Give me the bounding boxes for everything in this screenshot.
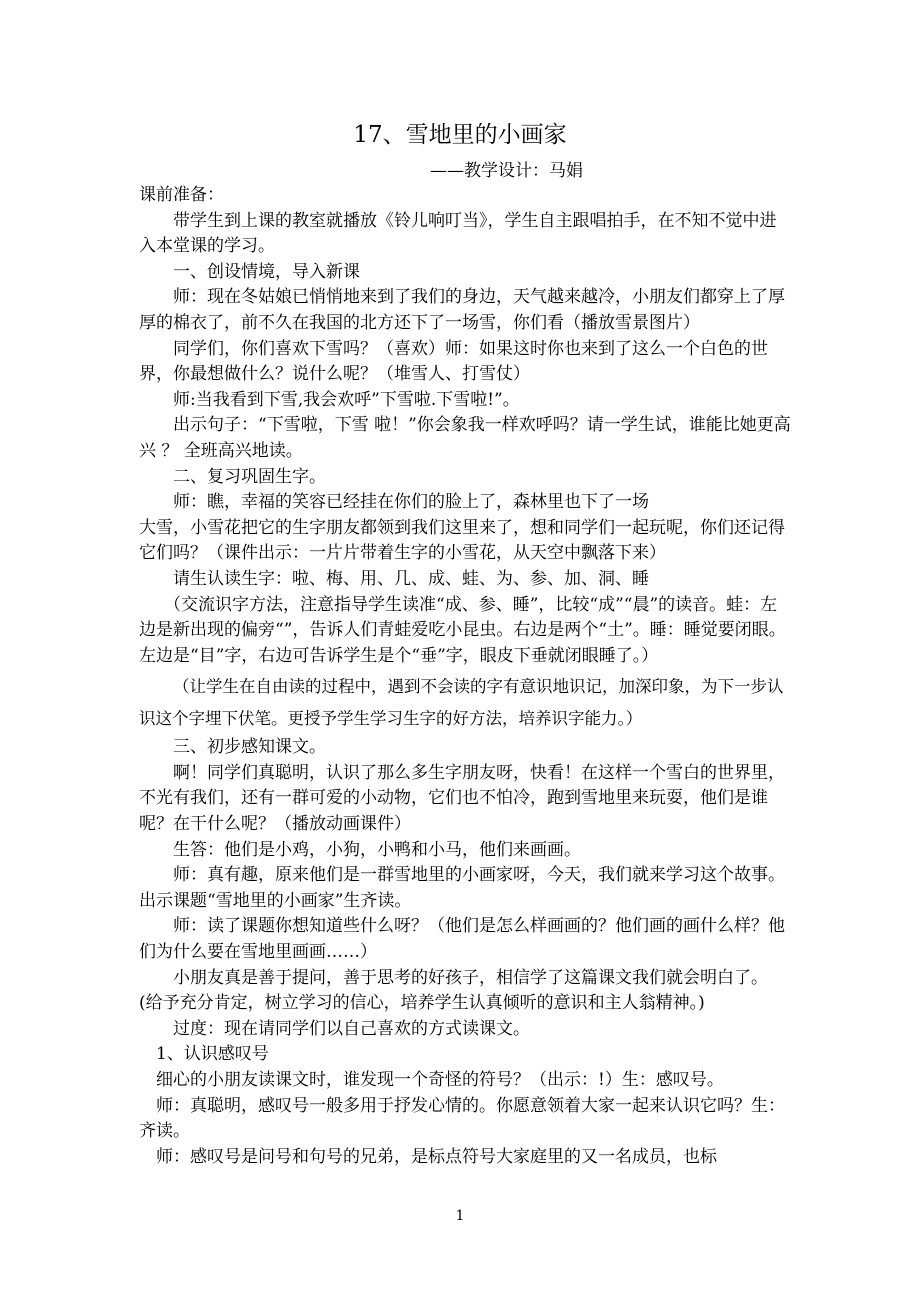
paragraph: 同学们，你们喜欢下雪吗？（喜欢）师：如果这时你也来到了这么一个白色的世界，你最想做什么？说什么呢？（堆雪人、打雪仗）	[139, 338, 768, 385]
document-subtitle: ——教学设计：马娟	[430, 161, 583, 181]
paragraph: （交流识字方法，注意指导学生读准“成、参、睡”，比较“成”“晨”的读音。蛙：左边是新出现的偏旁“”，告诉人们青蛙爱吃小昆虫。右边是两个“土”。睡：睡觉要闭眼。左边是“目”字，右边可告诉学生是个“垂”字，眼皮下垂就闭眼睡了。）	[139, 594, 786, 666]
paragraph: 师:当我看到下雪,我会欢呼”下雪啦.下雪啦!”。	[173, 389, 520, 410]
section-heading: 二、复习巩固生字。	[173, 466, 326, 487]
paragraph: 师：现在冬姑娘已悄悄地来到了我们的身边，天气越来越冷，小朋友们都穿上了厚厚的棉衣了，前不久在我国的北方还下了一场雪，你们看（播放雪景图片）	[139, 287, 785, 333]
paragraph: 生答：他们是小鸡，小狗，小鸭和小马，他们来画画。	[173, 839, 581, 860]
paragraph: 带学生到上课的教室就播放《铃儿响叮当》，学生自主跟唱拍手，在不知不觉中进入本堂课的学习。	[139, 210, 777, 257]
paragraph: 师：真聪明，感叹号一般多用于抒发心情的。你愿意领着大家一起来认识它吗？生：齐读。	[139, 1095, 785, 1142]
section-heading: 一、创设情境，导入新课	[173, 261, 360, 282]
paragraph: 师：瞧，幸福的笑容已经挂在你们的脸上了，森林里也下了一场	[173, 492, 649, 513]
page-number: 1	[455, 1208, 465, 1224]
document-title: 17、雪地里的小画家	[353, 122, 567, 148]
paragraph: 过度：现在请同学们以自己喜欢的方式读课文。	[173, 1018, 530, 1039]
paragraph: 课前准备：	[139, 185, 224, 205]
paragraph: 啊！同学们真聪明，认识了那么多生字朋友呀，快看！在这样一个雪白的世界里，不光有我们，还有一群可爱的小动物，它们也不怕冷，跑到雪地里来玩耍，他们是谁呢？在干什么呢？（播放动画课件）	[139, 762, 785, 835]
paragraph: （让学生在自由读的过程中，遇到不会读的字有意识地识记，加深印象，为下一步认识这个字埋下伏笔。更授予学生学习生字的好方法，培养识字能力。）	[139, 677, 784, 729]
section-heading: 三、初步感知课文。	[173, 737, 326, 758]
paragraph: 大雪，小雪花把它的生字朋友都领到我们这里来了，想和同学们一起玩呢，你们还记得它们吗？（课件出示：一片片带着生字的小雪花，从天空中飘落下来）	[139, 517, 785, 564]
paragraph: 师：真有趣，原来他们是一群雪地里的小画家呀，今天，我们就来学习这个故事。出示课题“雪地里的小画家”生齐读。	[139, 865, 785, 911]
paragraph: 小朋友真是善于提问，善于思考的好孩子，相信学了这篇课文我们就会明白了。(给予充分肯定，树立学习的信心，培养学生认真倾听的意识和主人翁精神。)	[139, 967, 768, 1014]
paragraph: 师：读了课题你想知道些什么呀？（他们是怎么样画画的？他们画的画什么样？他们为什么要在雪地里画画……）	[139, 916, 785, 963]
paragraph: 出示句子：“下雪啦，下雪 啦！”你会象我一样欢呼吗？请一学生试，谁能比她更高兴 ？ 全班高兴地读。	[139, 415, 791, 461]
section-heading: 1、认识感叹号	[156, 1044, 269, 1065]
paragraph: 请生认读生字：啦、梅、用、几、成、蛙、为、参、加、洞、睡	[173, 568, 649, 589]
paragraph: 师：感叹号是问号和句号的兄弟，是标点符号大家庭里的又一名成员，也标	[156, 1146, 717, 1167]
paragraph: 细心的小朋友读课文时，谁发现一个奇怪的符号？（出示：!）生：感叹号。	[156, 1070, 724, 1090]
document-body	[139, 183, 791, 1170]
